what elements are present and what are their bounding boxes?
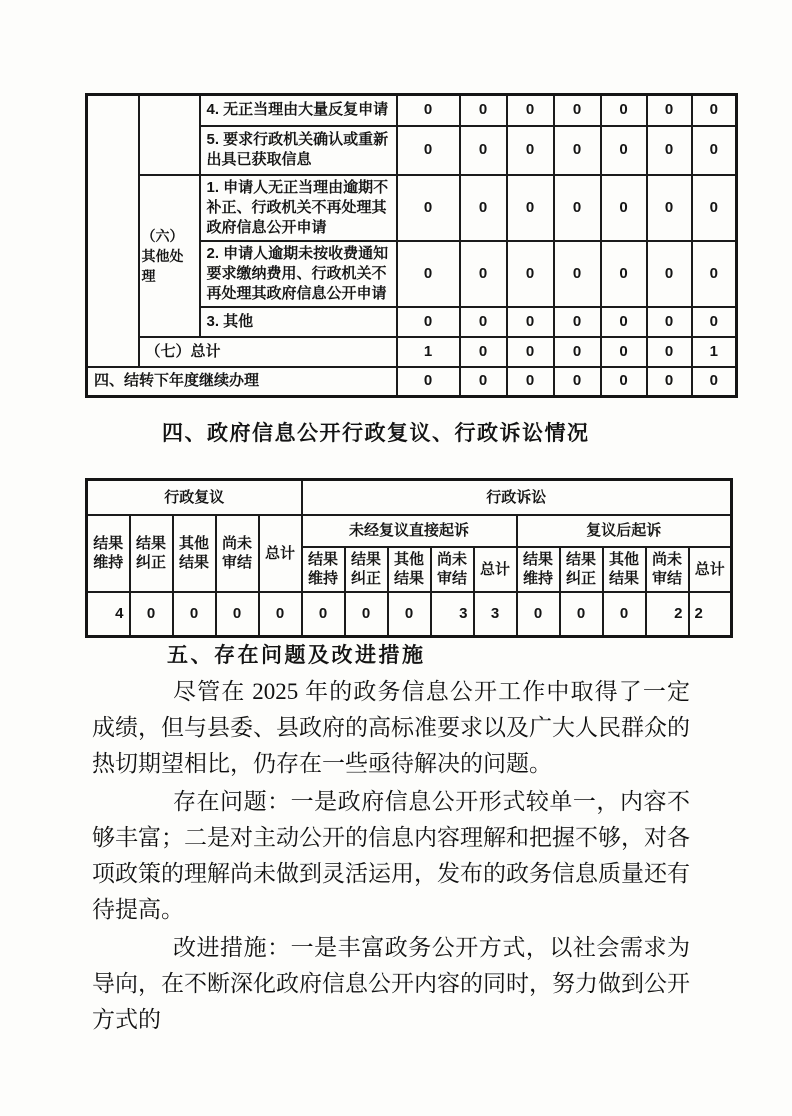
cell-value: 0 — [507, 175, 554, 241]
paragraph: 改进措施：一是丰富政务公开方式，以社会需求为导向，在不断深化政府信息公开内容的同时，努力做到公开方式的 — [92, 935, 690, 1032]
table-row — [87, 515, 732, 547]
continuation-cell-outer — [87, 95, 139, 367]
cell-value: 0 — [397, 367, 460, 397]
cell-value: 0 — [460, 95, 507, 126]
cell-value: 2 — [689, 592, 732, 637]
cell-value: 0 — [647, 367, 692, 397]
cell-value: 0 — [692, 241, 737, 307]
cell-value: 0 — [302, 592, 345, 637]
col-header: 结果维持 — [517, 547, 560, 592]
col-header: 总计 — [474, 547, 517, 592]
row-label: 1. 申请人无正当理由逾期不补正、行政机关不再处理其政府信息公开申请 — [200, 175, 397, 241]
row-label: 3. 其他 — [200, 307, 397, 337]
cell-value: 0 — [601, 367, 647, 397]
col-header: 总计 — [259, 515, 302, 592]
cell-value: 0 — [554, 126, 601, 175]
row-label: 5. 要求行政机关确认或重新出具已获取信息 — [200, 126, 397, 175]
col-header: 结果纠正 — [560, 547, 603, 592]
cell-value: 0 — [397, 126, 460, 175]
cell-value: 0 — [507, 337, 554, 367]
cell-value: 0 — [554, 307, 601, 337]
cell-value: 1 — [397, 337, 460, 367]
cell-value: 0 — [603, 592, 646, 637]
cell-value: 4 — [87, 592, 130, 637]
cell-value: 0 — [560, 592, 603, 637]
cell-value: 0 — [692, 367, 737, 397]
cell-value: 0 — [397, 307, 460, 337]
cell-value: 0 — [517, 592, 560, 637]
direct-suit-header: 未经复议直接起诉 — [302, 515, 517, 547]
table-row-carryover — [87, 367, 737, 397]
table-row-values — [87, 592, 732, 637]
cell-value: 0 — [554, 367, 601, 397]
table-row — [87, 95, 737, 126]
table-row — [87, 480, 732, 515]
cell-value: 0 — [601, 95, 647, 126]
cell-value: 2 — [646, 592, 689, 637]
cell-value: 0 — [460, 307, 507, 337]
col-header: 结果维持 — [87, 515, 130, 592]
cell-value: 0 — [460, 241, 507, 307]
paragraph: 尽管在 2025 年的政务信息公开工作中取得了一定成绩，但与县委、县政府的高标准要求以及广大人民群众的热切期望相比，仍存在一些亟待解决的问题。 — [92, 679, 690, 776]
col-header: 结果维持 — [302, 547, 345, 592]
review-litigation-table — [85, 478, 733, 638]
cell-value: 0 — [647, 126, 692, 175]
cell-value: 0 — [507, 241, 554, 307]
cell-value: 0 — [460, 337, 507, 367]
cell-value: 0 — [460, 126, 507, 175]
cell-value: 0 — [173, 592, 216, 637]
cell-value: 0 — [345, 592, 388, 637]
cell-value: 0 — [388, 592, 431, 637]
cell-value: 0 — [460, 367, 507, 397]
cell-value: 0 — [397, 175, 460, 241]
cell-value: 3 — [474, 592, 517, 637]
col-header: 总计 — [689, 547, 732, 592]
cell-value: 0 — [692, 95, 737, 126]
cell-value: 0 — [554, 337, 601, 367]
cell-value: 1 — [692, 337, 737, 367]
col-header: 结果纠正 — [130, 515, 173, 592]
cell-value: 0 — [507, 307, 554, 337]
group-label: （六）其他处理 — [139, 175, 200, 337]
col-header: 尚未审结 — [216, 515, 259, 592]
review-header: 行政复议 — [87, 480, 302, 515]
cell-value: 0 — [507, 126, 554, 175]
paragraph: 存在问题：一是政府信息公开形式较单一，内容不够丰富；二是对主动公开的信息内容理解和把握不够，对各项政策的理解尚未做到灵活运用，发布的政务信息质量还有待提高。 — [92, 789, 690, 922]
cell-value: 0 — [397, 241, 460, 307]
cell-value: 0 — [554, 95, 601, 126]
cell-value: 0 — [647, 175, 692, 241]
after-review-suit-header: 复议后起诉 — [517, 515, 732, 547]
continuation-cell-group — [139, 95, 200, 175]
col-header: 其他结果 — [173, 515, 216, 592]
cell-value: 3 — [431, 592, 474, 637]
table-row — [87, 175, 737, 241]
cell-value: 0 — [601, 126, 647, 175]
litigation-header: 行政诉讼 — [302, 480, 732, 515]
body-text — [92, 674, 690, 1040]
cell-value: 0 — [601, 307, 647, 337]
cell-value: 0 — [601, 175, 647, 241]
cell-value: 0 — [259, 592, 302, 637]
row-label: 4. 无正当理由大量反复申请 — [200, 95, 397, 126]
cell-value: 0 — [397, 95, 460, 126]
col-header: 结果纠正 — [345, 547, 388, 592]
cell-value: 0 — [692, 175, 737, 241]
cell-value: 0 — [460, 175, 507, 241]
disposition-table — [85, 93, 738, 398]
cell-value: 0 — [692, 307, 737, 337]
cell-value: 0 — [507, 367, 554, 397]
cell-value: 0 — [647, 307, 692, 337]
col-header: 尚未审结 — [646, 547, 689, 592]
row-label: 2. 申请人逾期未按收费通知要求缴纳费用、行政机关不再处理其政府信息公开申请 — [200, 241, 397, 307]
carryover-row-label: 四、结转下年度继续办理 — [87, 367, 397, 397]
section5-heading: 五、存在问题及改进措施 — [167, 644, 426, 667]
cell-value: 0 — [554, 241, 601, 307]
col-header: 其他结果 — [603, 547, 646, 592]
cell-value: 0 — [554, 175, 601, 241]
cell-value: 0 — [130, 592, 173, 637]
col-header: 尚未审结 — [431, 547, 474, 592]
section4-heading: 四、政府信息公开行政复议、行政诉讼情况 — [162, 422, 590, 445]
cell-value: 0 — [216, 592, 259, 637]
cell-value: 0 — [507, 95, 554, 126]
col-header: 其他结果 — [388, 547, 431, 592]
cell-value: 0 — [601, 241, 647, 307]
cell-value: 0 — [647, 241, 692, 307]
table-row-total — [87, 337, 737, 367]
cell-value: 0 — [692, 126, 737, 175]
cell-value: 0 — [601, 337, 647, 367]
total-row-label: （七）总计 — [139, 337, 397, 367]
cell-value: 0 — [647, 95, 692, 126]
cell-value: 0 — [647, 337, 692, 367]
